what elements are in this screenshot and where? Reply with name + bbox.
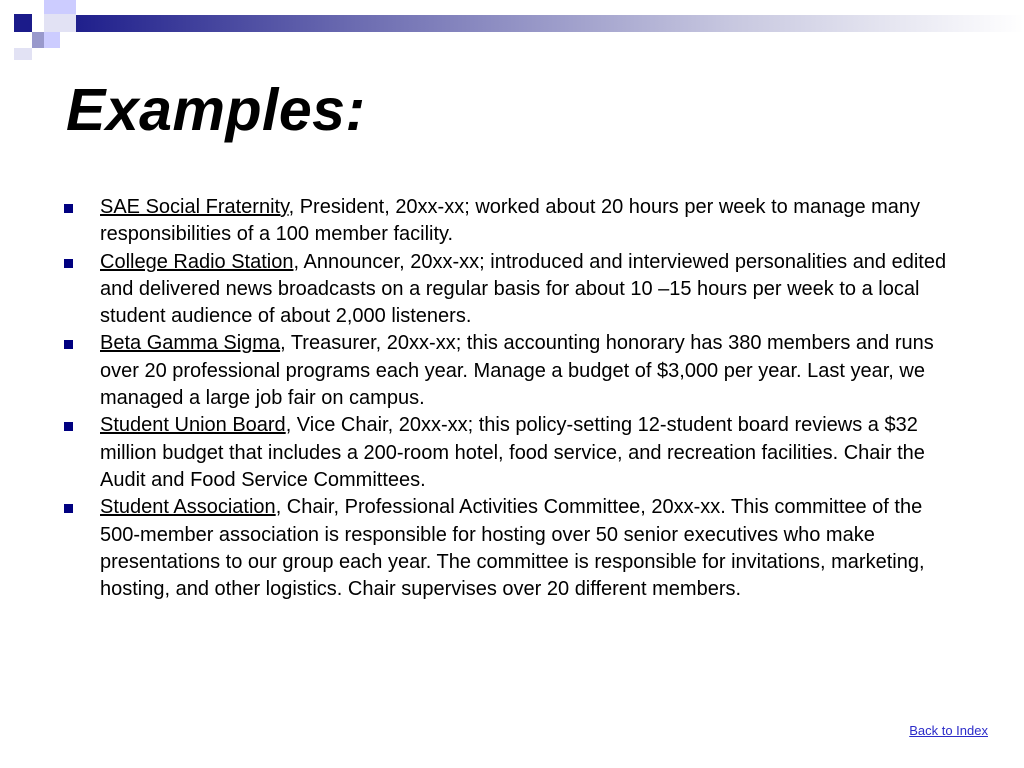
square-bullet-icon — [64, 204, 73, 213]
square-bullet-icon — [64, 259, 73, 268]
org-name: Beta Gamma Sigma — [100, 332, 281, 355]
bullet-list — [64, 194, 964, 603]
org-name: SAE Social Fraternity — [100, 196, 289, 218]
item-text: , Announcer, 20xx-xx; introduced and interviewed personalities and edited and delivered news broadcasts on a regular basis for about 10 –15 hours per week to a local student audience of about 2,000 listeners. — [100, 250, 947, 328]
item-text: , Vice Chair, 20xx-xx; this policy-setting 12-student board reviews a $32 million budget that includes a 200-room hotel, food service, and recreation facilities. Chair the Audit and Food Service Committees. — [100, 414, 925, 491]
square-bullet-icon — [64, 340, 73, 349]
item-text: , Chair, Professional Activities Committee, 20xx-xx. This committee of the 500-member association is responsible for hosting over 50 senior executives who make presentations to our group each year. The committee is responsible for invitations, marketing, hosting, and other logistics. Chair supervises over 20 different members. — [100, 496, 925, 601]
back-to-index-link[interactable]: Back to Index — [909, 723, 988, 738]
org-name: Student Union Board — [100, 414, 286, 437]
item-text: , President, 20xx-xx; worked about 20 hours per week to manage many responsibilities of a 100 member facility. — [100, 196, 921, 246]
list-item — [64, 330, 964, 412]
square-bullet-icon — [64, 504, 73, 513]
org-name: College Radio Station — [100, 250, 294, 273]
header-decoration — [0, 0, 1024, 60]
list-item — [64, 249, 964, 331]
list-item — [64, 412, 964, 494]
square-bullet-icon — [64, 422, 73, 431]
slide-title: Examples: — [66, 77, 366, 143]
list-item — [64, 194, 964, 249]
item-text: , Treasurer, 20xx-xx; this accounting honorary has 380 members and runs over 20 professional programs each year. Manage a budget of $3,000 per year. Last year, we managed a large job fair on campus. — [100, 332, 934, 410]
org-name: Student Association — [100, 496, 276, 519]
list-item — [64, 494, 964, 603]
